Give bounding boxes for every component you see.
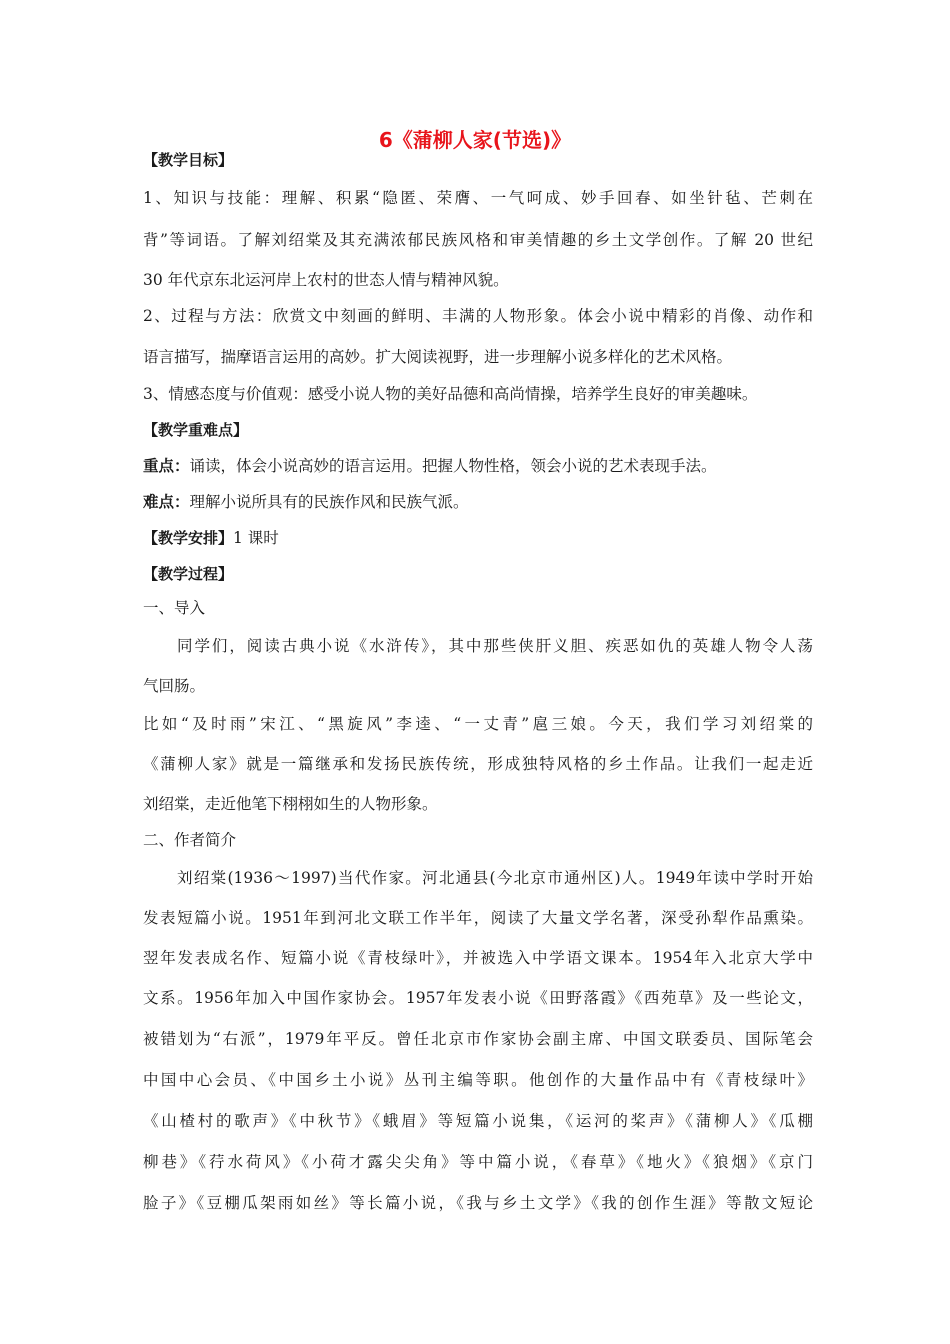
objective-1-line-2: 背”等词语。了解刘绍棠及其充满浓郁民族风格和审美情趣的乡土文学创作。了解 20 世纪: [143, 231, 813, 249]
intro-line-1: 同学们，阅读古典小说《水浒传》，其中那些侠肝义胆、疾恶如仇的英雄人物令人荡: [177, 637, 813, 655]
author-line-5: 被错划为“右派”，1979年平反。曾任北京市作家协会副主席、中国文联委员、国际笔会: [143, 1030, 813, 1048]
author-line-3: 翌年发表成名作、短篇小说《青枝绿叶》，并被选入中学语文课本。1954年入北京大学中: [143, 949, 813, 967]
page-title: 6《蒲柳人家(节选)》: [378, 128, 572, 152]
difficulty-text: 理解小说所具有的民族作风和民族气派。: [189, 493, 469, 511]
key-point-text: 诵读，体会小说高妙的语言运用。把握人物性格，领会小说的艺术表现手法。: [189, 457, 717, 475]
author-line-7: 《山楂村的歌声》《中秋节》《蛾眉》等短篇小说集，《运河的桨声》《蒲柳人》《瓜棚: [143, 1112, 813, 1130]
author-line-2: 发表短篇小说。1951年到河北文联工作半年，阅读了大量文学名著，深受孙犁作品熏染。: [143, 909, 813, 927]
author-line-1: 刘绍棠(1936～1997)当代作家。河北通县(今北京市通州区)人。1949年读中学时开始: [177, 869, 813, 887]
intro-line-4: 《蒲柳人家》就是一篇继承和发扬民族传统，形成独特风格的乡土作品。让我们一起走近: [143, 755, 813, 773]
intro-line-2: 气回肠。: [143, 677, 206, 695]
author-line-8: 柳巷》《荇水荷风》《小荷才露尖尖角》等中篇小说，《春草》《地火》《狼烟》《京门: [143, 1153, 813, 1171]
objective-3-line-1: 3、情感态度与价值观：感受小说人物的美好品德和高尚情操，培养学生良好的审美趣味。: [143, 385, 758, 403]
intro-line-3: 比如“及时雨”宋江、“黑旋风”李逵、“一丈青”扈三娘。今天，我们学习刘绍棠的: [143, 715, 813, 733]
author-heading: 二、作者简介: [143, 831, 237, 849]
arrangement-text: 1 课时: [233, 529, 279, 547]
author-line-6: 中国中心会员、《中国乡土小说》丛刊主编等职。他创作的大量作品中有《青枝绿叶》: [143, 1071, 813, 1089]
intro-line-5: 刘绍棠，走近他笔下栩栩如生的人物形象。: [143, 795, 438, 813]
objective-2-line-1: 2、过程与方法：欣赏文中刻画的鲜明、丰满的人物形象。体会小说中精彩的肖像、动作和: [143, 307, 813, 325]
objectives-heading: 【教学目标】: [143, 151, 234, 169]
key-point-line: [143, 456, 813, 476]
arrangement-line: [143, 528, 813, 548]
process-heading: 【教学过程】: [143, 565, 234, 583]
key-point-label: 重点：: [143, 457, 190, 475]
intro-heading: 一、导入: [143, 599, 206, 617]
author-line-9: 脸子》《豆棚瓜架雨如丝》等长篇小说，《我与乡土文学》《我的创作生涯》等散文短论: [143, 1194, 813, 1212]
key-points-heading: 【教学重难点】: [143, 421, 249, 439]
difficulty-line: [143, 492, 813, 512]
objective-2-line-2: 语言描写，揣摩语言运用的高妙。扩大阅读视野，进一步理解小说多样化的艺术风格。: [143, 348, 733, 366]
objective-1-line-1: 1、知识与技能：理解、积累“隐匿、荣膺、一气呵成、妙手回春、如坐针毡、芒刺在: [143, 189, 813, 207]
author-line-4: 文系。1956年加入中国作家协会。1957年发表小说《田野落霞》《西苑草》及一些论文，: [143, 989, 813, 1007]
arrangement-heading: 【教学安排】: [143, 529, 234, 547]
objective-1-line-3: 30 年代京东北运河岸上农村的世态人情与精神风貌。: [143, 271, 509, 289]
difficulty-label: 难点：: [143, 493, 190, 511]
